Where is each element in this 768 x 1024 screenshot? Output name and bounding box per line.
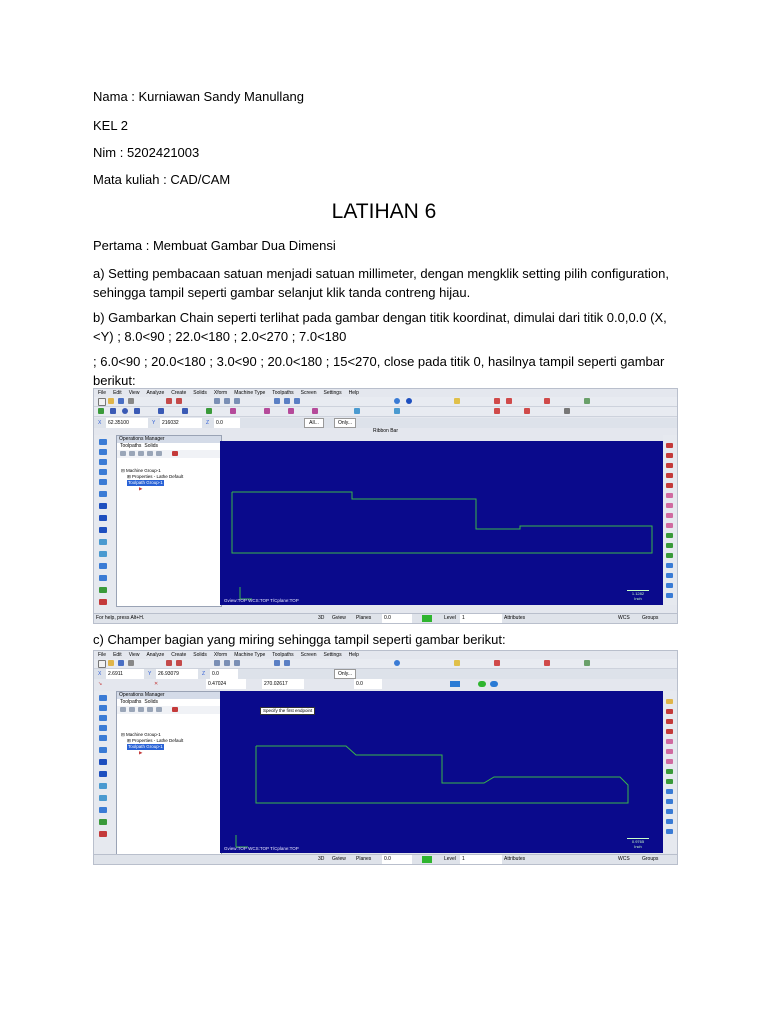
tree-item[interactable]: Toolpath Group-1 (128, 744, 163, 749)
right-toolbar (663, 435, 677, 605)
step-b-line1: b) Gambarkan Chain seperti terlihat pada gambar dengan titik koordinat, dimulai dari titik 0.0,0.0 (X,<Y) ; 8.0<90 ; 22.0<180 ; 2.0<270 ; 7.0<180 (93, 310, 667, 344)
tool-icon-4[interactable] (99, 469, 107, 475)
menu-bar (94, 389, 677, 397)
rtool-icon-8[interactable] (666, 769, 673, 774)
menu-help[interactable]: Help (348, 652, 359, 658)
lathe-icon[interactable] (524, 408, 530, 414)
status-groups-button[interactable]: Groups (642, 615, 659, 621)
rtool-icon-9[interactable] (666, 779, 673, 784)
operations-tabs (117, 699, 221, 706)
rtool-icon-7[interactable] (666, 759, 673, 764)
menu-create[interactable]: Create (171, 390, 187, 396)
toolpath-tree (121, 468, 183, 492)
rtool-icon-11[interactable] (666, 543, 673, 548)
y-label: Y (152, 420, 156, 426)
layer-icon[interactable] (394, 408, 400, 414)
tool-icon-7[interactable] (99, 503, 107, 509)
rtool-icon-2[interactable] (666, 709, 673, 714)
z-coordinate-field[interactable]: 0.0 (214, 418, 240, 428)
tool-icon-14[interactable] (99, 587, 107, 593)
delete-icon[interactable] (172, 707, 178, 712)
insert-arrow-icon: ▶ (139, 750, 143, 755)
status-attributes-button[interactable]: Attributes (504, 856, 526, 862)
view-top-icon[interactable] (274, 398, 280, 404)
tree-item[interactable]: ⊞ Properties - Lathe Default (127, 738, 184, 743)
view-top-icon[interactable] (274, 660, 280, 666)
z-label: Z (202, 671, 206, 677)
section-title: Pertama : Membuat Gambar Dua Dimensi (93, 238, 336, 253)
toolpath-tree (121, 732, 183, 756)
menu-toolpaths[interactable]: Toolpaths (272, 390, 294, 396)
tool-icon-9[interactable] (99, 527, 107, 533)
menu-edit[interactable]: Edit (113, 390, 122, 396)
redo-icon[interactable] (176, 660, 182, 666)
shade-icon[interactable] (394, 398, 400, 404)
scale-bar (627, 838, 649, 849)
status-z-field[interactable]: 0.0 (382, 855, 412, 864)
status-gview-button[interactable]: Gview (332, 856, 346, 862)
undo-icon[interactable] (166, 660, 172, 666)
scale-bar (627, 590, 649, 601)
scale-icon[interactable] (312, 408, 318, 414)
new-icon[interactable] (98, 660, 106, 668)
status-level-label: Level (444, 615, 456, 621)
zoom-window-icon[interactable] (224, 660, 230, 666)
menu-file[interactable]: File (98, 390, 107, 396)
rtool-icon-15[interactable] (666, 583, 673, 588)
view-front-icon[interactable] (284, 660, 290, 666)
rtool-icon-3[interactable] (666, 463, 673, 468)
grid-icon[interactable] (494, 660, 500, 666)
menu-machine-type[interactable]: Machine Type (234, 652, 266, 658)
status-wcs-button[interactable]: WCS (618, 615, 630, 621)
flag-icon[interactable] (544, 398, 550, 404)
tree-item[interactable]: ⊞ Properties - Lathe Default (127, 474, 184, 479)
rtool-icon-16[interactable] (666, 593, 673, 598)
tool-icon-5[interactable] (99, 735, 107, 741)
chain-profile (232, 492, 652, 553)
toolbar-row-2 (94, 407, 677, 417)
status-level-field[interactable]: 1 (460, 614, 502, 623)
print-icon[interactable] (128, 660, 134, 666)
step-a: a) Setting pembacaan satuan menjadi satuan millimeter, dengan mengklik setting pilih configuration, sehingga tampil seperti gambar selanjut klik tanda contreng hijau. (93, 266, 669, 300)
color-swatch[interactable] (422, 615, 432, 622)
all-button[interactable]: All... (304, 418, 324, 428)
mirror-icon[interactable] (264, 408, 270, 414)
rtool-icon-8[interactable] (666, 513, 673, 518)
menu-create[interactable]: Create (171, 652, 187, 658)
color-swatch[interactable] (422, 856, 432, 863)
menu-screen[interactable]: Screen (300, 652, 317, 658)
page-title: LATIHAN 6 (331, 200, 437, 223)
tool-icon-11[interactable] (99, 807, 107, 813)
tool-icon-8[interactable] (99, 771, 107, 777)
chamfered-profile (256, 746, 628, 803)
menu-screen[interactable]: Screen (300, 390, 317, 396)
save-icon[interactable] (118, 398, 124, 404)
menu-bar (94, 651, 677, 659)
left-toolbar (94, 435, 116, 613)
cube-icon[interactable] (564, 408, 570, 414)
menu-solids[interactable]: Solids (193, 390, 207, 396)
status-wcs-button[interactable]: WCS (618, 856, 630, 862)
menu-xform[interactable]: Xform (213, 652, 228, 658)
endpoint-icon[interactable]: ✕ (154, 681, 159, 687)
tool-icon-12[interactable] (99, 563, 107, 569)
tree-item[interactable]: ⊟ Machine Group-1 (121, 732, 161, 737)
status-level-label: Level (444, 856, 456, 862)
tree-item[interactable]: ⊟ Machine Group-1 (121, 468, 161, 473)
tool-icon-1[interactable] (99, 695, 107, 701)
tool-icon-4[interactable] (99, 725, 107, 731)
paint-icon[interactable] (454, 398, 460, 404)
help-icon[interactable] (490, 681, 498, 687)
only-button[interactable]: Only... (334, 669, 356, 679)
menu-settings[interactable]: Settings (323, 390, 342, 396)
shade-icon[interactable] (394, 660, 400, 666)
length-field[interactable]: 0.47024 (206, 679, 246, 689)
tool-icon-3[interactable] (99, 459, 107, 465)
ribbon-bar-label: Ribbon Bar (372, 428, 398, 434)
rtool-icon-13[interactable] (666, 819, 673, 824)
zoom-icon[interactable] (214, 660, 220, 666)
left-toolbar (94, 691, 116, 855)
post-icon[interactable] (156, 707, 162, 712)
toolbar-row-1 (94, 397, 677, 407)
open-icon[interactable] (108, 660, 114, 666)
tool-icon-3[interactable] (99, 715, 107, 721)
coordinate-ribbon (94, 669, 677, 679)
line-icon[interactable] (110, 408, 116, 414)
tool-icon-8[interactable] (99, 515, 107, 521)
status-attributes-button[interactable]: Attributes (504, 615, 526, 621)
grid-icon[interactable] (494, 398, 500, 404)
fit-icon[interactable] (234, 660, 240, 666)
help-text: For help, press Alt+H. (96, 615, 145, 621)
chain-geometry (220, 441, 663, 605)
graphics-viewport[interactable] (220, 441, 663, 605)
table-icon[interactable] (506, 398, 512, 404)
menu-settings[interactable]: Settings (323, 652, 342, 658)
rtool-icon-4[interactable] (666, 473, 673, 478)
x-label: X (98, 420, 102, 426)
status-planes-button[interactable]: Planes (356, 615, 372, 621)
tab-solids[interactable]: Solids (144, 443, 159, 449)
cad-screenshot-1 (93, 388, 678, 624)
tool-icon-2[interactable] (99, 449, 107, 455)
scale-unit: Inch (634, 844, 642, 849)
course-name: Mata kuliah : CAD/CAM (93, 172, 231, 187)
operations-toolbar (117, 706, 221, 714)
rotate-icon[interactable] (288, 408, 294, 414)
tool-icon-12[interactable] (99, 819, 107, 825)
tool-icon-15[interactable] (99, 599, 107, 605)
status-planes-button[interactable]: Planes (356, 856, 372, 862)
operations-manager (116, 691, 222, 855)
open-icon[interactable] (108, 398, 114, 404)
extra-coord-field[interactable]: 0.0 (354, 679, 382, 689)
status-bar (94, 613, 677, 623)
student-nim: Nim : 5202421003 (93, 145, 200, 160)
status-bar (94, 854, 677, 864)
toolbar-row-1 (94, 659, 677, 669)
measure-icon[interactable] (494, 408, 500, 414)
spline-icon[interactable] (182, 408, 188, 414)
config-icon[interactable] (584, 660, 590, 666)
menu-view[interactable]: View (128, 652, 140, 658)
line-tool-icon[interactable]: ↘ (98, 681, 103, 687)
rtool-icon-12[interactable] (666, 553, 673, 558)
rtool-icon-13[interactable] (666, 563, 673, 568)
regenerate-icon[interactable] (129, 451, 135, 456)
step-c: c) Champer bagian yang miring sehingga tampil seperti gambar berikut: (93, 632, 506, 647)
rtool-icon-5[interactable] (666, 739, 673, 744)
sphere-icon[interactable] (406, 398, 412, 404)
rtool-icon-1[interactable] (666, 443, 673, 448)
menu-edit[interactable]: Edit (113, 652, 122, 658)
student-name: Nama : Kurniawan Sandy Manullang (93, 89, 305, 104)
zoom-icon[interactable] (214, 398, 220, 404)
scale-value: 0.9765 (631, 839, 645, 844)
rtool-icon-3[interactable] (666, 719, 673, 724)
menu-machine-type[interactable]: Machine Type (234, 390, 266, 396)
new-icon[interactable] (98, 398, 106, 406)
tool-icon-11[interactable] (99, 551, 107, 557)
rtool-icon-6[interactable] (666, 493, 673, 498)
tool-icon-5[interactable] (99, 479, 107, 485)
rtool-icon-9[interactable] (666, 523, 673, 528)
paint-icon[interactable] (454, 660, 460, 666)
select-all-icon[interactable] (120, 707, 126, 712)
y-coordinate-field[interactable]: 216032 (160, 418, 202, 428)
tool-icon-7[interactable] (99, 759, 107, 765)
tool-icon-9[interactable] (99, 783, 107, 789)
status-3d-button[interactable]: 3D (318, 856, 325, 862)
tool-icon-10[interactable] (99, 539, 107, 545)
rtool-icon-10[interactable] (666, 533, 673, 538)
select-all-icon[interactable] (120, 451, 126, 456)
trim-icon[interactable] (230, 408, 236, 414)
menu-analyze[interactable]: Analyze (146, 390, 165, 396)
tab-solids[interactable]: Solids (144, 699, 159, 705)
operations-manager-title: Operations Manager (117, 436, 221, 443)
delete-icon[interactable] (172, 451, 178, 456)
y-coordinate-field[interactable]: 26.93079 (156, 669, 198, 679)
operations-manager-title: Operations Manager (117, 692, 221, 699)
circle-icon[interactable] (122, 408, 128, 414)
regenerate-icon[interactable] (129, 707, 135, 712)
tool-icon-13[interactable] (99, 575, 107, 581)
menu-toolpaths[interactable]: Toolpaths (272, 652, 294, 658)
cad-screenshot-2 (93, 650, 678, 865)
z-label: Z (206, 420, 210, 426)
y-label: Y (148, 671, 152, 677)
only-button[interactable]: Only... (334, 418, 356, 428)
status-z-field[interactable]: 0.0 (382, 614, 412, 623)
arc-icon[interactable] (134, 408, 140, 414)
scale-value: 1.1282 (631, 591, 645, 596)
step-b-line2: ; 6.0<90 ; 20.0<180 ; 3.0<90 ; 20.0<180 ; 15<270, close pada titik 0, hasilnya tampil seperti gambar berikut: (93, 354, 665, 388)
tool-icon-2[interactable] (99, 705, 107, 711)
rtool-icon-14[interactable] (666, 573, 673, 578)
rtool-icon-7[interactable] (666, 503, 673, 508)
angle-field[interactable]: 270.02617 (262, 679, 304, 689)
tool-icon-13[interactable] (99, 831, 107, 837)
redo-icon[interactable] (176, 398, 182, 404)
tool-icon-10[interactable] (99, 795, 107, 801)
tab-toolpaths[interactable]: Toolpaths (120, 443, 142, 449)
status-3d-button[interactable]: 3D (318, 615, 325, 621)
menu-help[interactable]: Help (348, 390, 359, 396)
student-group: KEL 2 (93, 118, 128, 133)
fillet-icon[interactable] (206, 408, 212, 414)
operations-manager (116, 435, 222, 607)
status-groups-button[interactable]: Groups (642, 856, 659, 862)
operations-toolbar (117, 450, 221, 458)
rectangle-icon[interactable] (158, 408, 164, 414)
menu-solids[interactable]: Solids (193, 652, 207, 658)
prompt-box: Specify the first endpoint (260, 707, 315, 715)
apply-icon[interactable] (450, 681, 460, 687)
insert-arrow-icon: ▶ (139, 486, 143, 491)
backplot-icon[interactable] (138, 707, 144, 712)
line-ribbon (94, 679, 677, 689)
autocursor-ribbon (94, 418, 677, 428)
tab-toolpaths[interactable]: Toolpaths (120, 699, 142, 705)
verify-icon[interactable] (147, 707, 153, 712)
rtool-icon-5[interactable] (666, 483, 673, 488)
menu-file[interactable]: File (98, 652, 107, 658)
rtool-icon-14[interactable] (666, 829, 673, 834)
rtool-icon-2[interactable] (666, 453, 673, 458)
flag-icon[interactable] (544, 660, 550, 666)
x-coordinate-field[interactable]: 2.6911 (106, 669, 144, 679)
tool-icon-1[interactable] (99, 439, 107, 445)
point-icon[interactable] (98, 408, 104, 414)
rtool-icon-4[interactable] (666, 729, 673, 734)
ok-icon[interactable] (478, 681, 486, 687)
verify-icon[interactable] (147, 451, 153, 456)
save-icon[interactable] (118, 660, 124, 666)
rtool-icon-1[interactable] (666, 699, 673, 704)
zoom-window-icon[interactable] (224, 398, 230, 404)
backplot-icon[interactable] (138, 451, 144, 456)
view-front-icon[interactable] (284, 398, 290, 404)
gview-label: Gview:TOP WCS:TOP T/Cplane:TOP (224, 598, 299, 603)
operations-tabs (117, 443, 221, 450)
print-icon[interactable] (128, 398, 134, 404)
graphics-viewport[interactable] (220, 691, 663, 853)
x-label: X (98, 671, 102, 677)
view-side-icon[interactable] (294, 398, 300, 404)
offset-icon[interactable] (354, 408, 360, 414)
status-level-field[interactable]: 1 (460, 855, 502, 864)
menu-analyze[interactable]: Analyze (146, 652, 165, 658)
undo-icon[interactable] (166, 398, 172, 404)
x-coordinate-field[interactable]: 62.35100 (106, 418, 148, 428)
config-icon[interactable] (584, 398, 590, 404)
z-coordinate-field[interactable]: 0.0 (210, 669, 238, 679)
rtool-icon-11[interactable] (666, 799, 673, 804)
rtool-icon-6[interactable] (666, 749, 673, 754)
chain-geometry (220, 691, 663, 853)
rtool-icon-10[interactable] (666, 789, 673, 794)
menu-view[interactable]: View (128, 390, 140, 396)
tool-icon-6[interactable] (99, 491, 107, 497)
tool-icon-6[interactable] (99, 747, 107, 753)
right-toolbar (663, 691, 677, 853)
menu-xform[interactable]: Xform (213, 390, 228, 396)
tree-item[interactable]: Toolpath Group-1 (128, 480, 163, 485)
fit-icon[interactable] (234, 398, 240, 404)
post-icon[interactable] (156, 451, 162, 456)
rtool-icon-12[interactable] (666, 809, 673, 814)
gview-label: Gview:TOP WCS:TOP T/Cplane:TOP (224, 846, 299, 851)
status-gview-button[interactable]: Gview (332, 615, 346, 621)
scale-unit: Inch (634, 596, 642, 601)
